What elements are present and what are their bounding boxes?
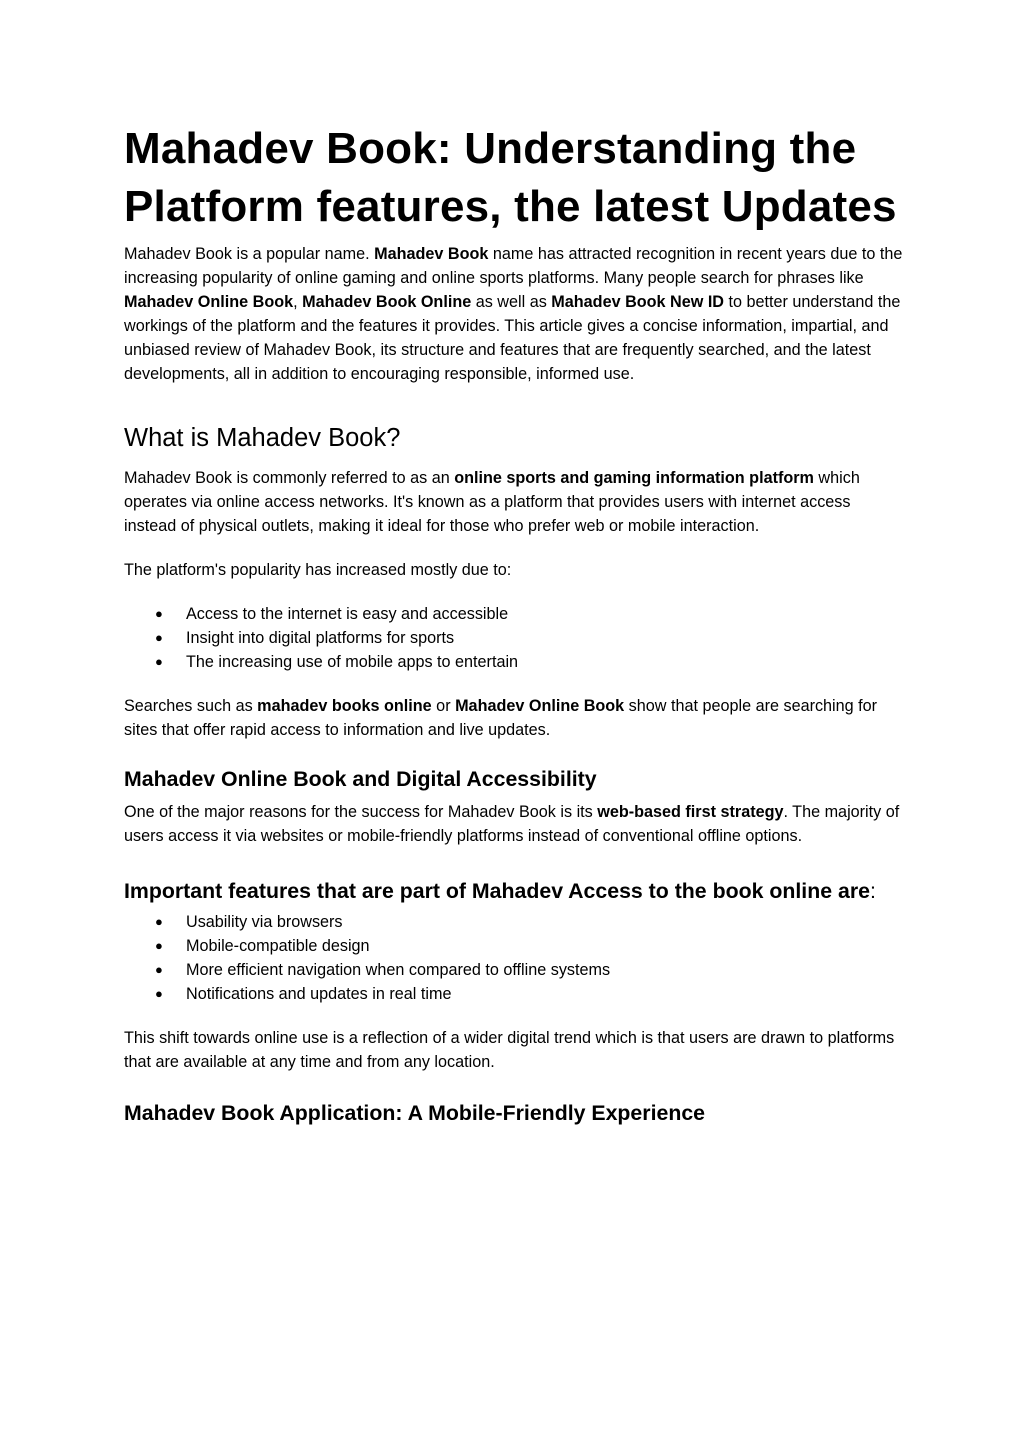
heading-text: Important features that are part of Mahadev Access to the book online are [124, 879, 870, 903]
list-item-text: Notifications and updates in real time [186, 985, 452, 1003]
list-item [124, 958, 904, 982]
list-item-text: Access to the internet is easy and accessible [186, 605, 509, 623]
intro-bold-term: Mahadev Book Online [302, 293, 472, 311]
list-item-text: Mobile-compatible design [186, 937, 370, 955]
what-is-paragraph [124, 466, 904, 538]
paragraph-text: or [431, 697, 456, 715]
bold-term: mahadev books online [257, 697, 432, 715]
list-item [124, 934, 904, 958]
intro-text: Mahadev Book is a popular name. [124, 245, 375, 263]
intro-paragraph [124, 242, 904, 386]
paragraph-text: show that people are searching for sites that offer rapid access to information and live updates. [124, 697, 878, 739]
section-heading-application: Mahadev Book Application: A Mobile-Friendly Experience [124, 1101, 706, 1125]
bullet-icon: ● [155, 986, 163, 1001]
section-heading-online-book: Mahadev Online Book and Digital Accessibility [124, 767, 597, 791]
bullet-icon: ● [155, 962, 163, 977]
list-item [124, 602, 904, 626]
list-item-text: Insight into digital platforms for sports [186, 629, 455, 647]
bullet-icon: ● [155, 630, 163, 645]
document-page [124, 120, 904, 1128]
intro-bold-term: Mahadev Book New ID [551, 293, 725, 311]
section-heading-features [124, 876, 904, 906]
bullet-icon: ● [155, 938, 163, 953]
intro-text: to better understand the workings of the platform and the features it provides. This article gives a concise information, impartial, and unbiased review of Mahadev Book, its structure and features that are frequently searched, and the latest developments, all in addition to encouraging responsible, informed use. [124, 293, 901, 383]
page-title: Mahadev Book: Understanding the Platform features, the latest Updates [124, 124, 897, 231]
list-item [124, 982, 904, 1006]
popularity-paragraph: The platform's popularity has increased mostly due to: [124, 561, 512, 579]
heading-suffix: : [869, 879, 876, 903]
intro-bold-term: Mahadev Book [374, 245, 489, 263]
shift-paragraph: This shift towards online use is a reflection of a wider digital trend which is that users are drawn to platforms that are available at any time and from any location. [124, 1029, 895, 1071]
paragraph-text: One of the major reasons for the success for Mahadev Book is its [124, 803, 598, 821]
list-item-text: Usability via browsers [186, 913, 343, 931]
paragraph-text: Mahadev Book is commonly referred to as an [124, 469, 455, 487]
intro-bold-term: Mahadev Online Book [124, 293, 294, 311]
bullet-icon: ● [155, 654, 163, 669]
list-item-text: More efficient navigation when compared to offline systems [186, 961, 611, 979]
features-list [124, 910, 904, 1006]
list-item [124, 626, 904, 650]
paragraph-text: Searches such as [124, 697, 258, 715]
bullet-icon: ● [155, 914, 163, 929]
bold-term: web-based first strategy [597, 803, 784, 821]
online-book-paragraph [124, 800, 904, 848]
bold-term: Mahadev Online Book [455, 697, 625, 715]
section-heading-what-is: What is Mahadev Book? [124, 424, 401, 452]
intro-text: name has attracted recognition in recent years due to the increasing popularity of online gaming and online sports platforms. Many people search for phrases like [124, 245, 903, 287]
list-item [124, 910, 904, 934]
paragraph-text: . The majority of users access it via websites or mobile-friendly platforms instead of conventional offline options. [124, 803, 900, 845]
searches-paragraph [124, 694, 904, 742]
popularity-list [124, 602, 904, 674]
intro-text: as well as [471, 293, 552, 311]
list-item [124, 650, 904, 674]
list-item-text: The increasing use of mobile apps to entertain [186, 653, 519, 671]
bullet-icon: ● [155, 606, 163, 621]
intro-text: , [293, 293, 303, 311]
paragraph-text: which operates via online access networks. It's known as a platform that provides users with internet access instead of physical outlets, making it ideal for those who prefer web or mobile interaction. [124, 469, 860, 535]
bold-term: online sports and gaming information platform [454, 469, 814, 487]
